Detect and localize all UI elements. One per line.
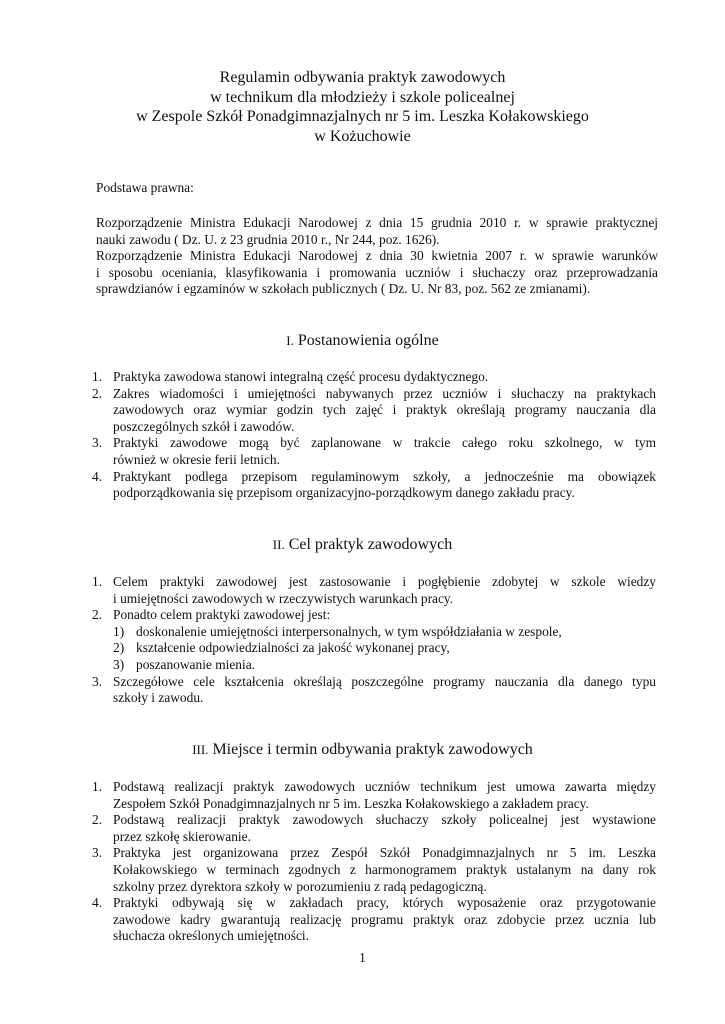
sub-list-item-text: doskonalenie umiejętności interpersonalnych, w tym współdziałania w zespole, — [136, 623, 562, 639]
title-line-1: Regulamin odbywania praktyk zawodowych — [219, 69, 506, 86]
list-item — [0, 812, 725, 845]
document-title — [0, 68, 725, 146]
list-item — [0, 435, 725, 468]
section-3-title: Miejsce i termin odbywania praktyk zawodowych — [212, 741, 533, 758]
section-1-list — [0, 369, 725, 502]
list-item — [0, 607, 725, 673]
list-item-line: słuchacza określonych umiejętności. — [113, 928, 309, 944]
page-number: 1 — [359, 950, 366, 965]
list-item-line: przez szkołę skierowanie. — [113, 828, 251, 844]
list-item — [0, 469, 725, 502]
legal-basis-p1-line: Rozporządzenie Ministra Edukacji Narodowej z dnia 15 grudnia 2010 r. w sprawie praktycznej — [96, 215, 658, 230]
list-item-number: 2. — [92, 607, 103, 623]
sub-list-item-number: 1) — [113, 623, 125, 639]
list-item-line: poszczególnych szkół i zawodów. — [113, 418, 295, 434]
sub-list-item-text: kształcenie odpowiedzialności za jakość wykonanej pracy, — [136, 640, 450, 656]
list-item-line: Ponadto celem praktyki zawodowej jest: — [113, 607, 331, 623]
list-item — [0, 845, 725, 895]
list-item-line: podporządkowania się przepisom organizacyjno-porządkowym danego zakładu pracy. — [113, 485, 575, 501]
list-item-number: 3. — [92, 435, 103, 451]
list-item-line: zawodowych oraz wymiar godzin tych zajęć i praktyk określają programy nauczania dla — [113, 402, 656, 418]
legal-basis-p2-line: sprawdzianów i egzaminów w szkołach publicznych ( Dz. U. Nr 83, poz. 562 ze zmianami). — [96, 281, 591, 297]
list-item-line: Praktykant podlega przepisom regulaminowym szkoły, a jednocześnie ma obowiązek — [113, 468, 656, 484]
section-1-heading — [0, 333, 725, 350]
section-1-numeral: I. — [286, 333, 294, 348]
section-3-heading — [0, 742, 725, 759]
list-item-line: Kołakowskiego w terminach zgodnych z harmonogramem praktyk ustalanym na dany rok — [113, 861, 656, 877]
list-item-number: 1. — [92, 574, 103, 589]
list-item-line: Podstawą realizacji praktyk zawodowych słuchaczy szkoły policealnej jest wystawione — [113, 812, 656, 828]
legal-basis-p2-line: Rozporządzenie Ministra Edukacji Narodowej z dnia 30 kwietnia 2007 r. w sprawie warunków — [96, 248, 658, 264]
list-item-line: i umiejętności zawodowych w rzeczywistych warunkach pracy. — [113, 590, 454, 606]
section-2-numeral: II. — [272, 537, 285, 552]
section-2-heading — [0, 537, 725, 554]
title-line-4: w Kożuchowie — [314, 127, 411, 145]
sub-list-item — [0, 624, 725, 641]
section-2-title: Cel praktyk zawodowych — [288, 536, 453, 553]
legal-basis-label: Podstawa prawna: — [96, 180, 194, 195]
list-item-line: Podstawą realizacji praktyk zawodowych uczniów technikum jest umowa zawarta między — [113, 779, 656, 794]
list-item-line: Praktyki odbywają się w zakładach pracy, których wyposażenie oraz przygotowanie — [113, 895, 656, 911]
list-item — [0, 895, 725, 945]
list-item — [0, 779, 725, 812]
list-item — [0, 574, 725, 607]
list-item-number: 2. — [92, 385, 103, 401]
list-item-number: 1. — [92, 779, 103, 794]
list-item-line: Praktyka jest organizowana przez Zespół Szkół Ponadgimnazjalnych nr 5 im. Leszka — [113, 845, 656, 861]
sub-list-item-number: 2) — [113, 640, 125, 656]
list-item-number: 2. — [92, 812, 103, 828]
list-item-line: również w okresie ferii letnich. — [113, 451, 280, 467]
list-item-line: szkoły i zawodu. — [113, 690, 204, 706]
list-item — [0, 386, 725, 436]
sub-list-item — [0, 640, 725, 657]
list-item-number: 4. — [92, 895, 103, 911]
list-item — [0, 369, 725, 386]
legal-basis-p1-line: nauki zawodu ( Dz. U. z 23 grudnia 2010 r., Nr 244, poz. 1626). — [96, 231, 440, 247]
section-3-list — [0, 779, 725, 945]
list-item-line: Praktyka zawodowa stanowi integralną część procesu dydaktycznego. — [113, 369, 489, 384]
section-2-list — [0, 574, 725, 707]
list-item-line: szkolny przez dyrektora szkoły w porozumieniu z radą pedagogiczną. — [113, 878, 487, 894]
legal-basis-paragraphs — [96, 215, 658, 298]
sub-list-item-text: poszanowanie mienia. — [136, 656, 255, 672]
list-item-number: 4. — [92, 468, 103, 484]
list-item-line: Celem praktyki zawodowej jest zastosowanie i pogłębienie zdobytej w szkole wiedzy — [113, 574, 656, 589]
title-line-3: w Zespole Szkół Ponadgimnazjalnych nr 5 im. Leszka Kołakowskiego — [136, 108, 589, 125]
list-item — [0, 674, 725, 707]
list-item-line: Praktyki zawodowe mogą być zaplanowane w trakcie całego roku szkolnego, w tym — [113, 435, 656, 451]
legal-basis-p2-line: i sposobu oceniania, klasyfikowania i promowania uczniów i słuchaczy oraz przeprowadzania — [96, 264, 658, 280]
sub-list-item — [0, 657, 725, 674]
list-item-line: Szczegółowe cele kształcenia określają poszczególne programy nauczania dla danego typu — [113, 673, 656, 689]
list-item-number: 3. — [92, 673, 103, 689]
section-1-title: Postanowienia ogólne — [297, 332, 439, 349]
list-item-line: Zespołem Szkół Ponadgimnazjalnych nr 5 im. Leszka Kołakowskiego a zakładem pracy. — [113, 795, 589, 811]
list-item-line: zawodowe kadry gwarantują realizację programu praktyk oraz zdobycie przez ucznia lub — [113, 911, 656, 927]
list-item-number: 3. — [92, 845, 103, 861]
section-3-numeral: III. — [192, 742, 209, 757]
sub-list-item-number: 3) — [113, 656, 125, 672]
list-item-line: Zakres wiadomości i umiejętności nabywanych przez uczniów i słuchaczy na praktykach — [113, 385, 656, 401]
list-item-number: 1. — [92, 369, 103, 384]
title-line-2: w technikum dla młodzieży i szkole policealnej — [210, 88, 515, 106]
